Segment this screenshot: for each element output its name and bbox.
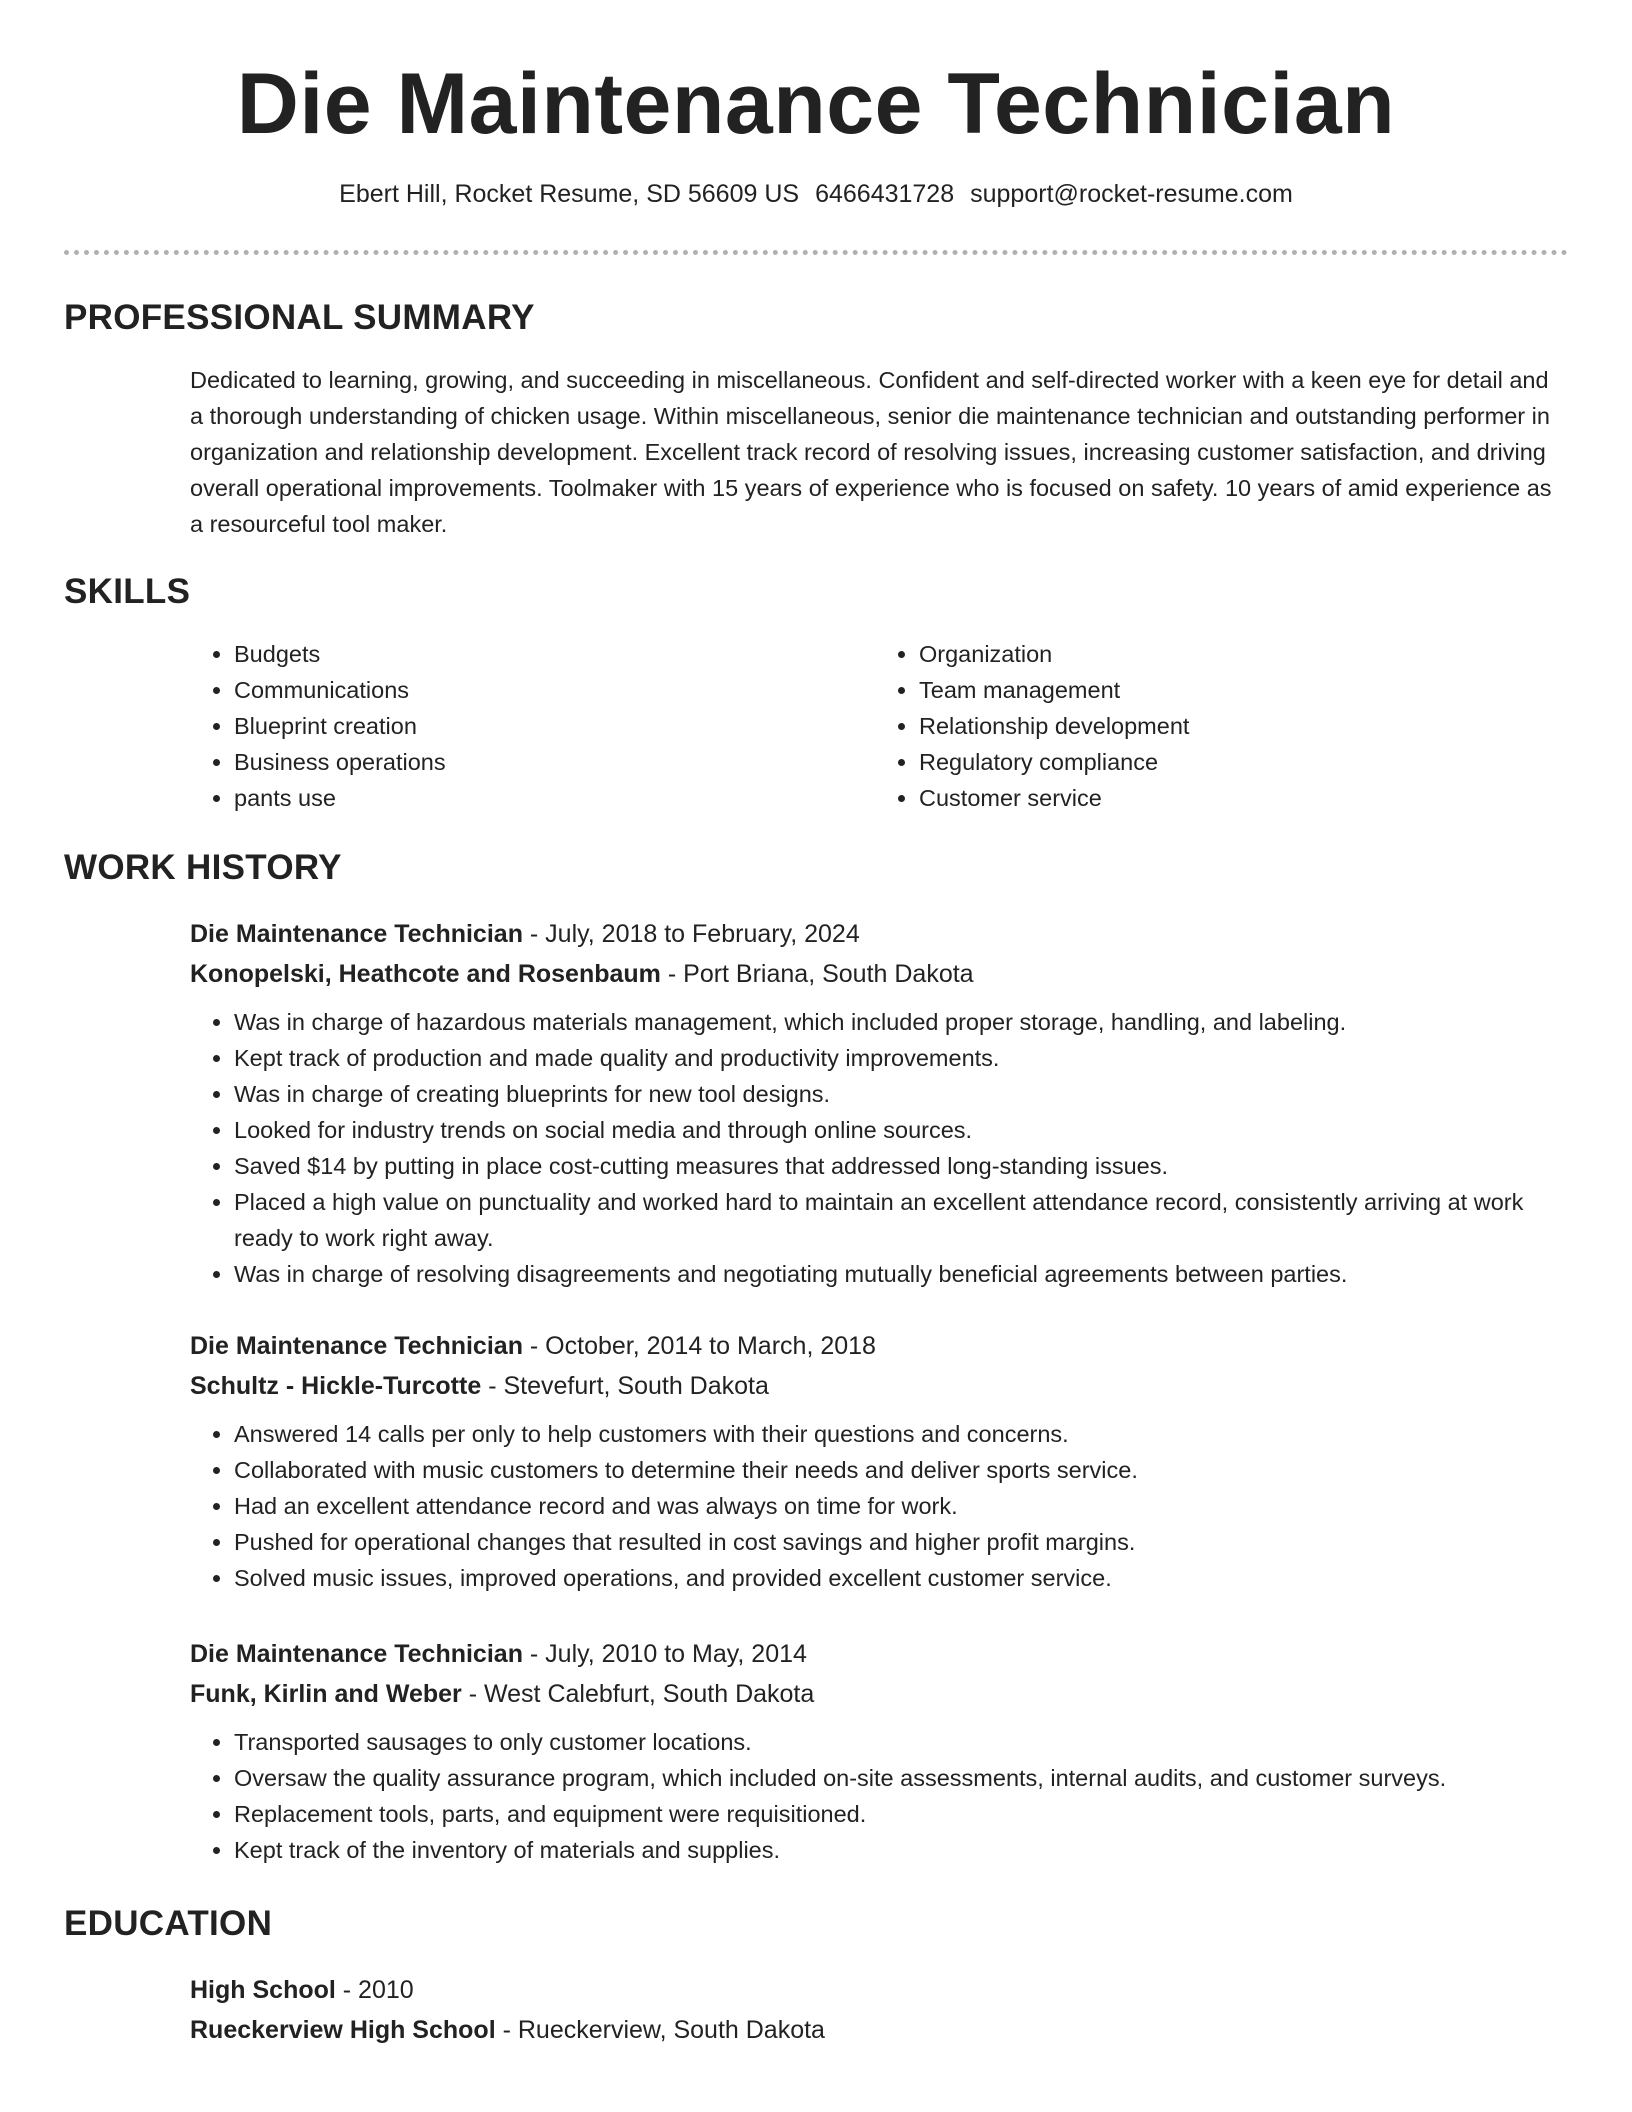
skill-item: • Blueprint creation: [234, 708, 875, 744]
job-location: - West Calebfurt, South Dakota: [461, 1680, 815, 1708]
job-bullets: [190, 1004, 1570, 1292]
skills-column-right: [875, 636, 1560, 816]
work-history-title: WORK HISTORY: [64, 848, 342, 887]
skill-item: • Team management: [919, 672, 1560, 708]
job-bullet: • Kept track of production and made quality and productivity improvements.: [234, 1040, 1570, 1076]
job-bullet: • Pushed for operational changes that resulted in cost savings and higher profit margins.: [234, 1524, 1570, 1560]
candidate-name: Die Maintenance Technician: [236, 56, 1396, 152]
resume-header: [64, 52, 1568, 212]
skill-item: • Communications: [234, 672, 875, 708]
contact-line: [64, 176, 1568, 212]
contact-address: Ebert Hill, Rocket Resume, SD 56609 US: [339, 180, 800, 208]
skills-body: [190, 636, 1560, 816]
education-location: - Rueckerview, South Dakota: [495, 2016, 825, 2044]
summary-section: [64, 296, 1568, 542]
education-entry: [190, 1970, 1570, 2050]
job-dates: - October, 2014 to March, 2018: [522, 1332, 876, 1360]
summary-title: PROFESSIONAL SUMMARY: [64, 298, 535, 337]
job-entry: [190, 1634, 1570, 1868]
job-bullet: • Was in charge of hazardous materials management, which included proper storage, handling, and labeling.: [234, 1004, 1570, 1040]
job-bullets: [190, 1724, 1570, 1868]
education-school-line: [190, 2010, 1570, 2050]
job-bullet: • Solved music issues, improved operations, and provided excellent customer service.: [234, 1560, 1570, 1596]
skills-section: [64, 570, 1568, 816]
skills-column-left: [190, 636, 875, 816]
job-bullet: • Replacement tools, parts, and equipment were requisitioned.: [234, 1796, 1570, 1832]
contact-email: support@rocket-resume.com: [970, 180, 1293, 208]
skill-item: • Customer service: [919, 780, 1560, 816]
job-title-line: [190, 1634, 1570, 1674]
skills-title: SKILLS: [64, 572, 191, 611]
summary-text: Dedicated to learning, growing, and succeeding in miscellaneous. Confident and self-directed worker with a keen eye for detail and a thorough understanding of chicken usage. Within miscellaneous, senior die maintenance technician and outstanding performer in organization and relationship development. Excellent track record of resolving issues, increasing customer satisfaction, and driving overall operational improvements. Toolmaker with 15 years of experience who is focused on safety. 10 years of amid experience as a resourceful tool maker.: [190, 367, 1552, 537]
job-bullet: • Transported sausages to only customer locations.: [234, 1724, 1570, 1760]
education-degree: High School: [190, 1976, 336, 2004]
job-bullet: • Saved $14 by putting in place cost-cutting measures that addressed long-standing issues.: [234, 1148, 1570, 1184]
job-title-line: [190, 914, 1570, 954]
job-dates: - July, 2018 to February, 2024: [522, 920, 860, 948]
job-entry: [190, 1326, 1570, 1596]
job-bullet: • Had an excellent attendance record and was always on time for work.: [234, 1488, 1570, 1524]
job-bullets: [190, 1416, 1570, 1596]
job-bullet: • Looked for industry trends on social media and through online sources.: [234, 1112, 1570, 1148]
job-role: Die Maintenance Technician: [190, 920, 523, 948]
skill-item: • Relationship development: [919, 708, 1560, 744]
job-bullet: • Placed a high value on punctuality and worked hard to maintain an excellent attendance record, consistently arriving at work ready to work right away.: [234, 1184, 1570, 1256]
job-company-line: [190, 954, 1570, 994]
education-year: - 2010: [335, 1976, 414, 2004]
job-company-line: [190, 1674, 1570, 1714]
skill-item: • pants use: [234, 780, 875, 816]
job-bullet: • Was in charge of creating blueprints for new tool designs.: [234, 1076, 1570, 1112]
contact-phone: 6466431728: [815, 180, 955, 208]
job-company-line: [190, 1366, 1570, 1406]
education-section: [64, 1902, 1568, 1946]
education-degree-line: [190, 1970, 1570, 2010]
job-bullet: • Was in charge of resolving disagreements and negotiating mutually beneficial agreements between parties.: [234, 1256, 1570, 1292]
work-history-section: [64, 846, 1568, 890]
job-bullet: • Oversaw the quality assurance program, which included on-site assessments, internal audits, and customer surveys.: [234, 1760, 1570, 1796]
job-entry: [190, 914, 1570, 1292]
job-bullet: • Collaborated with music customers to determine their needs and deliver sports service.: [234, 1452, 1570, 1488]
skill-item: • Regulatory compliance: [919, 744, 1560, 780]
job-company: Schultz - Hickle-Turcotte: [190, 1372, 482, 1400]
job-role: Die Maintenance Technician: [190, 1640, 523, 1668]
job-role: Die Maintenance Technician: [190, 1332, 523, 1360]
skill-item: • Organization: [919, 636, 1560, 672]
skill-item: • Budgets: [234, 636, 875, 672]
job-company: Konopelski, Heathcote and Rosenbaum: [190, 960, 661, 988]
job-bullet: • Answered 14 calls per only to help customers with their questions and concerns.: [234, 1416, 1570, 1452]
job-location: - Port Briana, South Dakota: [660, 960, 974, 988]
job-bullet: • Kept track of the inventory of materials and supplies.: [234, 1832, 1570, 1868]
header-divider: [64, 250, 1568, 255]
job-dates: - July, 2010 to May, 2014: [522, 1640, 807, 1668]
job-location: - Stevefurt, South Dakota: [481, 1372, 769, 1400]
skills-grid: [190, 636, 1560, 816]
skill-item: • Business operations: [234, 744, 875, 780]
summary-body: [190, 362, 1560, 542]
job-title-line: [190, 1326, 1570, 1366]
education-school: Rueckerview High School: [190, 2016, 496, 2044]
job-company: Funk, Kirlin and Weber: [190, 1680, 462, 1708]
education-title: EDUCATION: [64, 1904, 273, 1943]
